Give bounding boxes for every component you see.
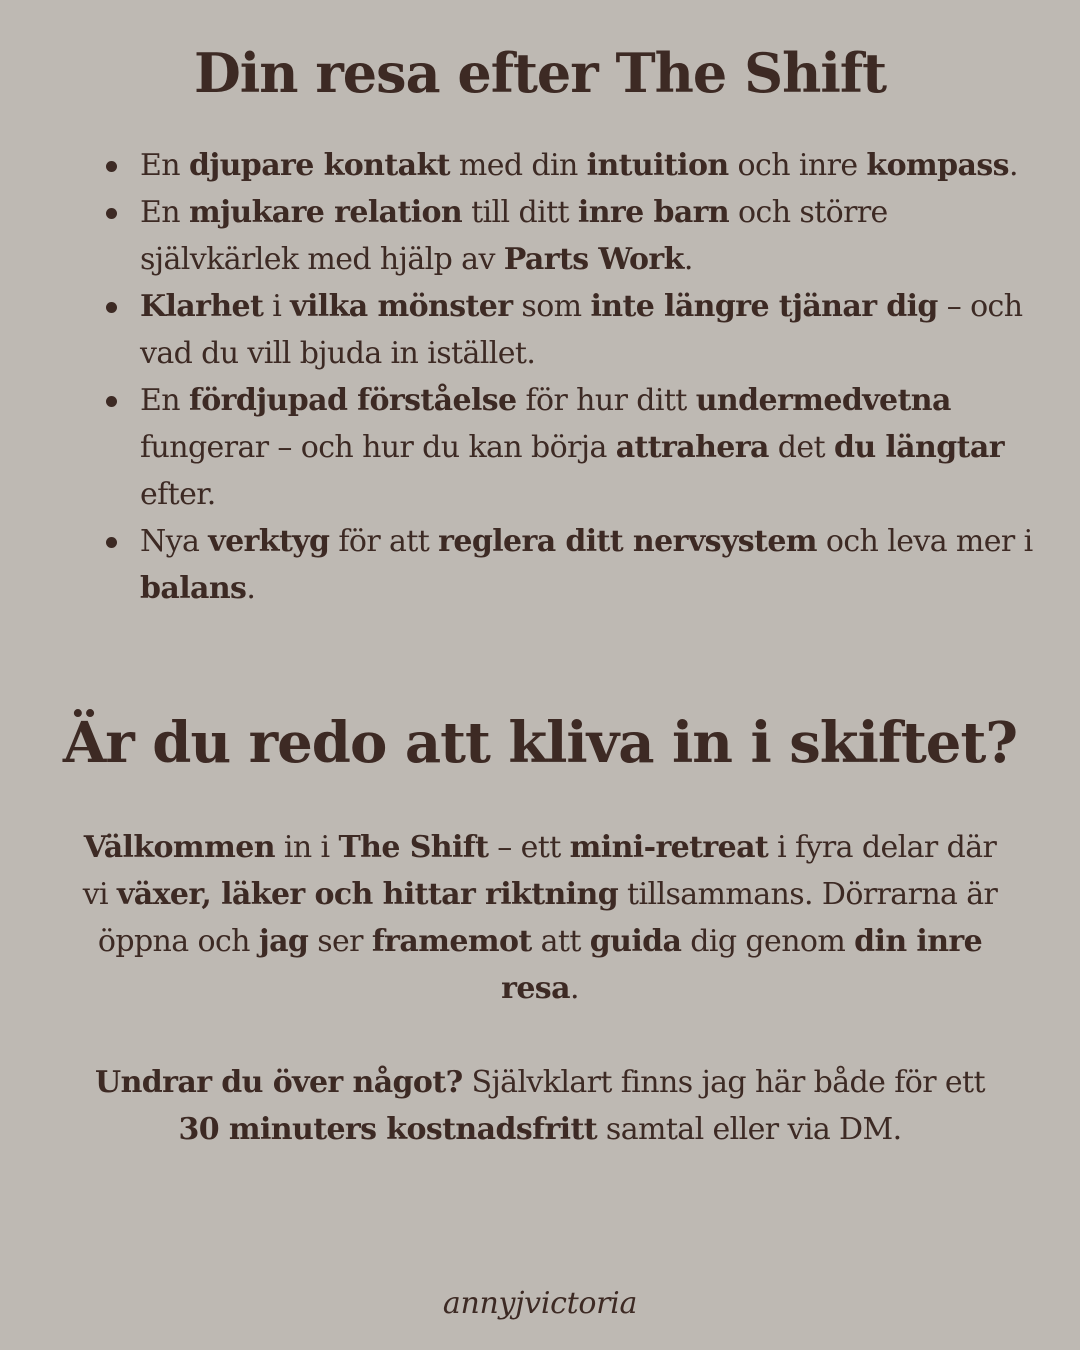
emphasis: inte längre tjänar dig: [590, 289, 938, 324]
bullet-icon: [106, 302, 117, 313]
text: dig genom: [681, 924, 855, 959]
emphasis: inre barn: [577, 195, 730, 230]
emphasis: din inre resa: [501, 924, 983, 1006]
question-paragraph: [80, 1059, 1000, 1153]
bullet-icon: [106, 208, 117, 219]
emphasis: du längtar: [833, 430, 1004, 465]
emphasis: fördjupad förståelse: [188, 383, 517, 418]
list-item: [140, 189, 1040, 283]
emphasis: framemot: [371, 924, 532, 959]
text: för hur ditt: [516, 383, 696, 418]
text: i: [263, 289, 291, 324]
text: .: [1008, 148, 1018, 183]
text: En: [140, 383, 189, 418]
text: för att: [329, 524, 439, 559]
text: – och vad du vill bjuda in istället.: [140, 289, 1023, 371]
welcome-paragraph: [80, 824, 1000, 1012]
signature: annyjvictoria: [442, 1286, 638, 1321]
emphasis: växer, läker och hittar riktning: [116, 877, 619, 912]
emphasis: vilka mönster: [290, 289, 513, 324]
text: fungerar – och hur du kan börja: [140, 430, 616, 465]
emphasis: jag: [258, 924, 309, 959]
text: Självklart finns jag här både för ett: [462, 1065, 985, 1100]
text: och leva mer i: [816, 524, 1033, 559]
text: efter.: [140, 477, 216, 512]
text: i fyra delar där vi: [82, 830, 997, 912]
list-item: [140, 142, 1040, 189]
text: det: [768, 430, 834, 465]
emphasis: attrahera: [615, 430, 769, 465]
text: in i: [274, 830, 339, 865]
emphasis: guida: [589, 924, 682, 959]
emphasis: Välkommen: [83, 830, 275, 865]
list-item: [140, 283, 1040, 377]
emphasis: mini-retreat: [569, 830, 769, 865]
benefits-list: [100, 142, 1040, 612]
text: – ett: [488, 830, 570, 865]
text: att: [531, 924, 590, 959]
text: ser: [308, 924, 372, 959]
emphasis: reglera ditt nervsystem: [438, 524, 817, 559]
text: Nya: [140, 524, 209, 559]
list-item: [140, 377, 1040, 518]
text: En: [140, 148, 189, 183]
text: med din: [449, 148, 587, 183]
bullet-icon: [106, 161, 117, 172]
emphasis: Undrar du över något?: [95, 1065, 463, 1100]
emphasis: verktyg: [208, 524, 330, 559]
emphasis: The Shift: [338, 830, 489, 865]
list-item: [140, 518, 1040, 612]
text: samtal eller via DM.: [596, 1112, 902, 1147]
cta-heading: Är du redo att kliva in i skiftet?: [62, 710, 1018, 776]
text: och inre: [728, 148, 867, 183]
emphasis: undermedvetna: [695, 383, 951, 418]
text: tillsammans. Dörrarna är öppna och: [97, 877, 998, 959]
text: En: [140, 195, 189, 230]
emphasis: balans: [140, 571, 247, 606]
emphasis: Klarhet: [140, 289, 264, 324]
emphasis: djupare kontakt: [188, 148, 450, 183]
text: och större självkärlek med hjälp av: [140, 195, 888, 277]
bullet-icon: [106, 396, 117, 407]
text: .: [683, 242, 693, 277]
emphasis: mjukare relation: [188, 195, 463, 230]
text: .: [246, 571, 256, 606]
emphasis: kompass: [866, 148, 1009, 183]
page-title: Din resa efter The Shift: [193, 41, 887, 105]
emphasis: Parts Work: [503, 242, 684, 277]
text: som: [512, 289, 591, 324]
text: till ditt: [462, 195, 578, 230]
bullet-icon: [106, 537, 117, 548]
emphasis: intuition: [586, 148, 729, 183]
text: .: [569, 971, 579, 1006]
emphasis: 30 minuters kostnadsfritt: [178, 1112, 597, 1147]
